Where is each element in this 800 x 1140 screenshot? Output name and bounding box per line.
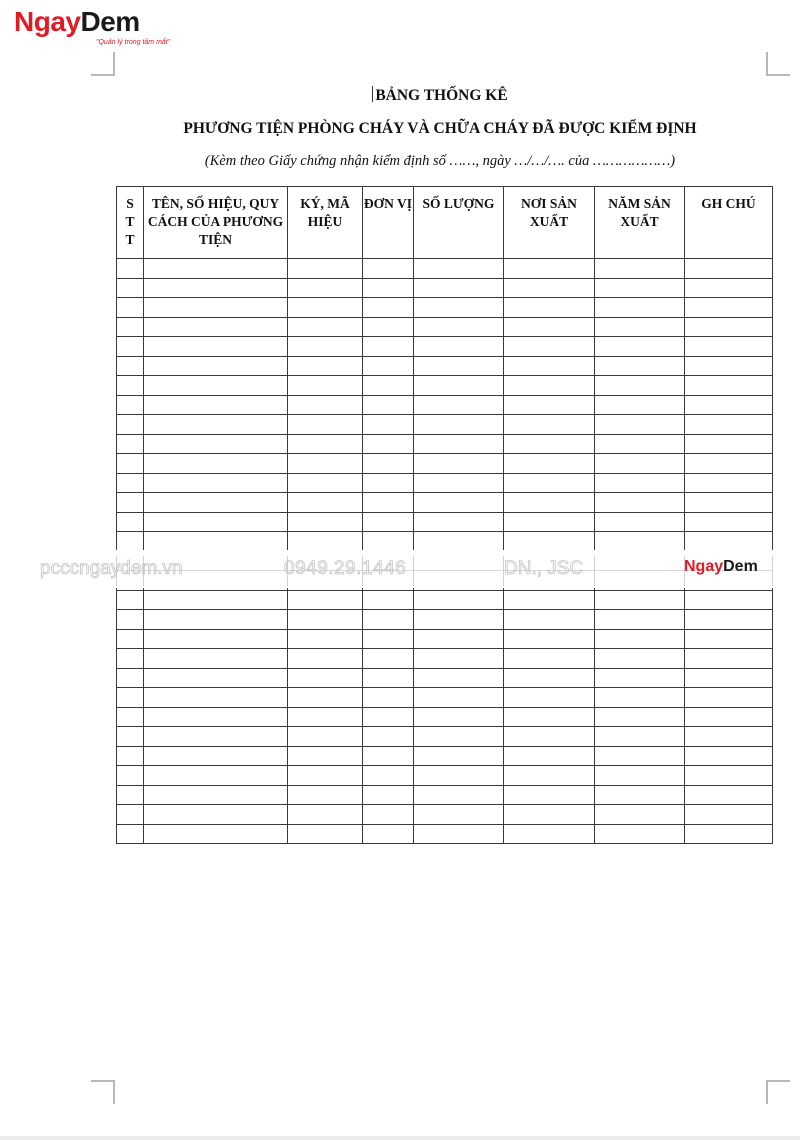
table-cell	[595, 395, 685, 415]
table-cell	[685, 278, 773, 298]
table-cell	[144, 434, 288, 454]
table-cell	[363, 707, 414, 727]
table-cell	[504, 434, 595, 454]
table-cell	[685, 356, 773, 376]
table-cell	[363, 512, 414, 532]
table-cell	[595, 629, 685, 649]
table-cell	[685, 415, 773, 435]
table-cell	[685, 259, 773, 279]
table-cell	[363, 629, 414, 649]
brand-logo	[14, 6, 184, 50]
table-cell	[414, 590, 504, 610]
table-cell	[685, 649, 773, 669]
table-cell	[595, 785, 685, 805]
table-cell	[288, 707, 363, 727]
table-cell	[414, 493, 504, 513]
table-cell	[504, 727, 595, 747]
table-cell	[685, 532, 773, 552]
table-cell	[288, 415, 363, 435]
table-cell	[363, 415, 414, 435]
table-cell	[117, 532, 144, 552]
document-title	[0, 86, 800, 105]
table-cell	[288, 824, 363, 844]
table-cell	[595, 512, 685, 532]
table-cell	[363, 337, 414, 357]
table-cell	[414, 746, 504, 766]
table-row	[117, 610, 773, 630]
table-cell	[144, 395, 288, 415]
table-cell	[363, 727, 414, 747]
table-cell	[595, 415, 685, 435]
table-cell	[117, 434, 144, 454]
table-cell	[504, 707, 595, 727]
table-row	[117, 278, 773, 298]
table-cell	[144, 824, 288, 844]
table-cell	[504, 356, 595, 376]
table-cell	[685, 785, 773, 805]
table-cell	[288, 805, 363, 825]
table-cell	[288, 668, 363, 688]
table-row	[117, 668, 773, 688]
table-cell	[414, 707, 504, 727]
table-cell	[595, 376, 685, 396]
table-cell	[144, 590, 288, 610]
table-cell	[414, 337, 504, 357]
page-corner-mark-top-left	[91, 52, 115, 76]
table-row	[117, 493, 773, 513]
table-cell	[144, 629, 288, 649]
table-cell	[685, 629, 773, 649]
table-cell	[414, 434, 504, 454]
table-row	[117, 688, 773, 708]
table-cell	[685, 454, 773, 474]
table-cell	[117, 415, 144, 435]
table-cell	[144, 298, 288, 318]
table-row	[117, 746, 773, 766]
table-cell	[595, 317, 685, 337]
table-cell	[117, 376, 144, 396]
table-row	[117, 512, 773, 532]
watermark-phone: 0949.29.1446	[284, 558, 407, 579]
table-cell	[363, 493, 414, 513]
table-cell	[117, 493, 144, 513]
page-corner-mark-bottom-right	[766, 1080, 790, 1104]
table-cell	[414, 454, 504, 474]
table-cell	[414, 649, 504, 669]
table-cell	[685, 434, 773, 454]
table-row	[117, 532, 773, 552]
table-cell	[288, 727, 363, 747]
table-cell	[363, 376, 414, 396]
table-row	[117, 649, 773, 669]
table-cell	[288, 337, 363, 357]
table-cell	[117, 454, 144, 474]
table-cell	[117, 298, 144, 318]
table-cell	[363, 356, 414, 376]
table-cell	[288, 785, 363, 805]
table-row	[117, 376, 773, 396]
page-corner-mark-top-right	[766, 52, 790, 76]
table-cell	[117, 473, 144, 493]
table-cell	[117, 590, 144, 610]
table-cell	[504, 532, 595, 552]
table-cell	[595, 727, 685, 747]
table-cell	[117, 395, 144, 415]
table-cell	[363, 259, 414, 279]
document-note: (Kèm theo Giấy chứng nhận kiểm định số ……, ngày …/…/…. của ………………)	[204, 153, 676, 169]
table-cell	[288, 746, 363, 766]
table-cell	[414, 298, 504, 318]
table-cell	[595, 649, 685, 669]
table-cell	[595, 278, 685, 298]
table-cell	[144, 766, 288, 786]
table-cell	[595, 746, 685, 766]
table-cell	[117, 629, 144, 649]
header-stt: STT	[117, 187, 144, 259]
table-cell	[685, 590, 773, 610]
table-cell	[685, 376, 773, 396]
table-cell	[363, 805, 414, 825]
table-cell	[414, 805, 504, 825]
table-row	[117, 298, 773, 318]
table-cell	[685, 473, 773, 493]
table-cell	[288, 317, 363, 337]
document-subtitle: PHƯƠNG TIỆN PHÒNG CHÁY VÀ CHỮA CHÁY ĐÃ ĐƯỢC KIỂM ĐỊNH	[183, 120, 697, 137]
table-cell	[504, 785, 595, 805]
table-cell	[504, 473, 595, 493]
table-row	[117, 356, 773, 376]
header-quantity: SỐ LƯỢNG	[414, 187, 504, 259]
table-cell	[685, 395, 773, 415]
page-bottom-edge	[0, 1136, 800, 1140]
table-cell	[288, 493, 363, 513]
table-row	[117, 590, 773, 610]
table-row	[117, 415, 773, 435]
table-cell	[685, 668, 773, 688]
table-cell	[288, 532, 363, 552]
header-note: GH CHÚ	[685, 187, 773, 259]
table-cell	[414, 259, 504, 279]
table-cell	[504, 668, 595, 688]
table-row	[117, 454, 773, 474]
table-cell	[504, 766, 595, 786]
table-cell	[504, 376, 595, 396]
table-cell	[414, 278, 504, 298]
table-cell	[288, 298, 363, 318]
table-cell	[414, 317, 504, 337]
table-cell	[144, 317, 288, 337]
table-cell	[144, 512, 288, 532]
table-cell	[363, 298, 414, 318]
table-cell	[363, 434, 414, 454]
table-cell	[288, 590, 363, 610]
table-cell	[117, 278, 144, 298]
table-cell	[144, 454, 288, 474]
brand-slogan: "Quản lý trong tầm mắt"	[96, 39, 171, 46]
table-cell	[414, 785, 504, 805]
table-cell	[288, 395, 363, 415]
table-cell	[685, 688, 773, 708]
table-cell	[144, 805, 288, 825]
table-cell	[414, 629, 504, 649]
table-cell	[595, 532, 685, 552]
table-cell	[363, 824, 414, 844]
table-cell	[117, 746, 144, 766]
table-row	[117, 727, 773, 747]
table-cell	[144, 415, 288, 435]
table-cell	[363, 610, 414, 630]
header-year: NĂM SẢN XUẤT	[595, 187, 685, 259]
table-cell	[144, 707, 288, 727]
table-cell	[414, 727, 504, 747]
table-cell	[685, 298, 773, 318]
table-cell	[414, 395, 504, 415]
table-cell	[595, 356, 685, 376]
table-cell	[117, 805, 144, 825]
table-cell	[288, 766, 363, 786]
table-cell	[595, 473, 685, 493]
table-row	[117, 805, 773, 825]
logo-text-dark: Dem	[80, 6, 140, 37]
table-cell	[504, 610, 595, 630]
table-cell	[144, 668, 288, 688]
table-cell	[414, 766, 504, 786]
table-cell	[685, 824, 773, 844]
header-unit: ĐƠN VỊ	[363, 187, 414, 259]
table-row	[117, 629, 773, 649]
table-cell	[363, 454, 414, 474]
table-row	[117, 766, 773, 786]
table-cell	[288, 512, 363, 532]
table-cell	[595, 805, 685, 825]
table-cell	[685, 512, 773, 532]
table-cell	[504, 493, 595, 513]
table-cell	[363, 649, 414, 669]
table-cell	[117, 668, 144, 688]
table-cell	[144, 785, 288, 805]
table-cell	[288, 629, 363, 649]
table-cell	[117, 766, 144, 786]
document-title-text: BẢNG THỐNG KÊ	[375, 87, 508, 104]
table-cell	[363, 766, 414, 786]
table-cell	[685, 746, 773, 766]
table-cell	[595, 259, 685, 279]
table-cell	[144, 493, 288, 513]
table-cell	[595, 668, 685, 688]
table-cell	[288, 688, 363, 708]
table-cell	[288, 376, 363, 396]
watermark-website: pcccngaydem.vn	[40, 558, 183, 579]
table-cell	[685, 337, 773, 357]
table-cell	[363, 473, 414, 493]
table-cell	[288, 278, 363, 298]
table-row	[117, 259, 773, 279]
table-cell	[117, 824, 144, 844]
table-cell	[504, 415, 595, 435]
table-cell	[595, 766, 685, 786]
table-cell	[288, 610, 363, 630]
watermark-company: DN., JSC	[504, 558, 584, 579]
table-cell	[288, 454, 363, 474]
statistics-table	[116, 186, 773, 844]
header-code: KÝ, MÃ HIỆU	[288, 187, 363, 259]
table-cell	[595, 434, 685, 454]
table-cell	[595, 688, 685, 708]
table-cell	[504, 746, 595, 766]
table-cell	[288, 434, 363, 454]
table-cell	[595, 493, 685, 513]
table-cell	[595, 337, 685, 357]
table-cell	[504, 317, 595, 337]
header-origin: NƠI SẢN XUẤT	[504, 187, 595, 259]
table-cell	[144, 473, 288, 493]
table-cell	[363, 532, 414, 552]
table-header-row	[117, 187, 773, 259]
table-cell	[595, 454, 685, 474]
table-cell	[504, 298, 595, 318]
table-cell	[504, 805, 595, 825]
table-cell	[414, 532, 504, 552]
table-cell	[117, 259, 144, 279]
table-cell	[144, 278, 288, 298]
table-cell	[414, 376, 504, 396]
table-cell	[117, 610, 144, 630]
table-cell	[144, 610, 288, 630]
page-corner-mark-bottom-left	[91, 1080, 115, 1104]
table-cell	[144, 376, 288, 396]
table-cell	[414, 688, 504, 708]
table-cell	[504, 512, 595, 532]
table-cell	[504, 278, 595, 298]
table-cell	[144, 727, 288, 747]
table-cell	[504, 454, 595, 474]
table-row	[117, 785, 773, 805]
table-cell	[144, 746, 288, 766]
table-cell	[117, 707, 144, 727]
table-cell	[363, 317, 414, 337]
table-row	[117, 395, 773, 415]
table-cell	[363, 590, 414, 610]
table-cell	[685, 317, 773, 337]
table-cell	[144, 532, 288, 552]
table-cell	[414, 610, 504, 630]
table-cell	[288, 356, 363, 376]
table-cell	[414, 473, 504, 493]
table-cell	[288, 473, 363, 493]
watermark-logo: NgayDem	[684, 558, 758, 575]
table-cell	[685, 493, 773, 513]
table-cell	[504, 824, 595, 844]
table-cell	[144, 259, 288, 279]
table-cell	[504, 649, 595, 669]
table-cell	[685, 766, 773, 786]
table-cell	[144, 649, 288, 669]
table-cell	[414, 824, 504, 844]
table-cell	[363, 278, 414, 298]
table-cell	[504, 259, 595, 279]
table-cell	[363, 785, 414, 805]
table-cell	[685, 727, 773, 747]
header-name: TÊN, SỐ HIỆU, QUY CÁCH CỦA PHƯƠNG TIỆN	[144, 187, 288, 259]
logo-text-red: Ngay	[14, 6, 81, 37]
table-cell	[685, 707, 773, 727]
table-row	[117, 707, 773, 727]
table-cell	[504, 590, 595, 610]
table-row	[117, 337, 773, 357]
table-cell	[117, 688, 144, 708]
table-cell	[504, 337, 595, 357]
table-cell	[685, 805, 773, 825]
table-cell	[595, 590, 685, 610]
table-cell	[414, 356, 504, 376]
table-cell	[414, 415, 504, 435]
table-cell	[144, 337, 288, 357]
table-cell	[414, 512, 504, 532]
table-cell	[117, 317, 144, 337]
table-cell	[595, 824, 685, 844]
table-cell	[685, 610, 773, 630]
table-cell	[144, 688, 288, 708]
table-cell	[288, 649, 363, 669]
table-cell	[595, 298, 685, 318]
table-cell	[363, 668, 414, 688]
table-cell	[363, 746, 414, 766]
table-cell	[117, 356, 144, 376]
table-row	[117, 824, 773, 844]
table-cell	[595, 610, 685, 630]
table-cell	[414, 668, 504, 688]
table-cell	[363, 395, 414, 415]
table-row	[117, 434, 773, 454]
table-cell	[117, 649, 144, 669]
table-row	[117, 317, 773, 337]
table-cell	[504, 629, 595, 649]
table-cell	[595, 707, 685, 727]
table-cell	[117, 727, 144, 747]
table-cell	[504, 688, 595, 708]
table-cell	[288, 259, 363, 279]
table-cell	[117, 337, 144, 357]
table-cell	[117, 512, 144, 532]
table-cell	[504, 395, 595, 415]
table-cell	[117, 785, 144, 805]
table-cell	[144, 356, 288, 376]
text-cursor	[372, 86, 373, 102]
table-row	[117, 473, 773, 493]
table-cell	[363, 688, 414, 708]
